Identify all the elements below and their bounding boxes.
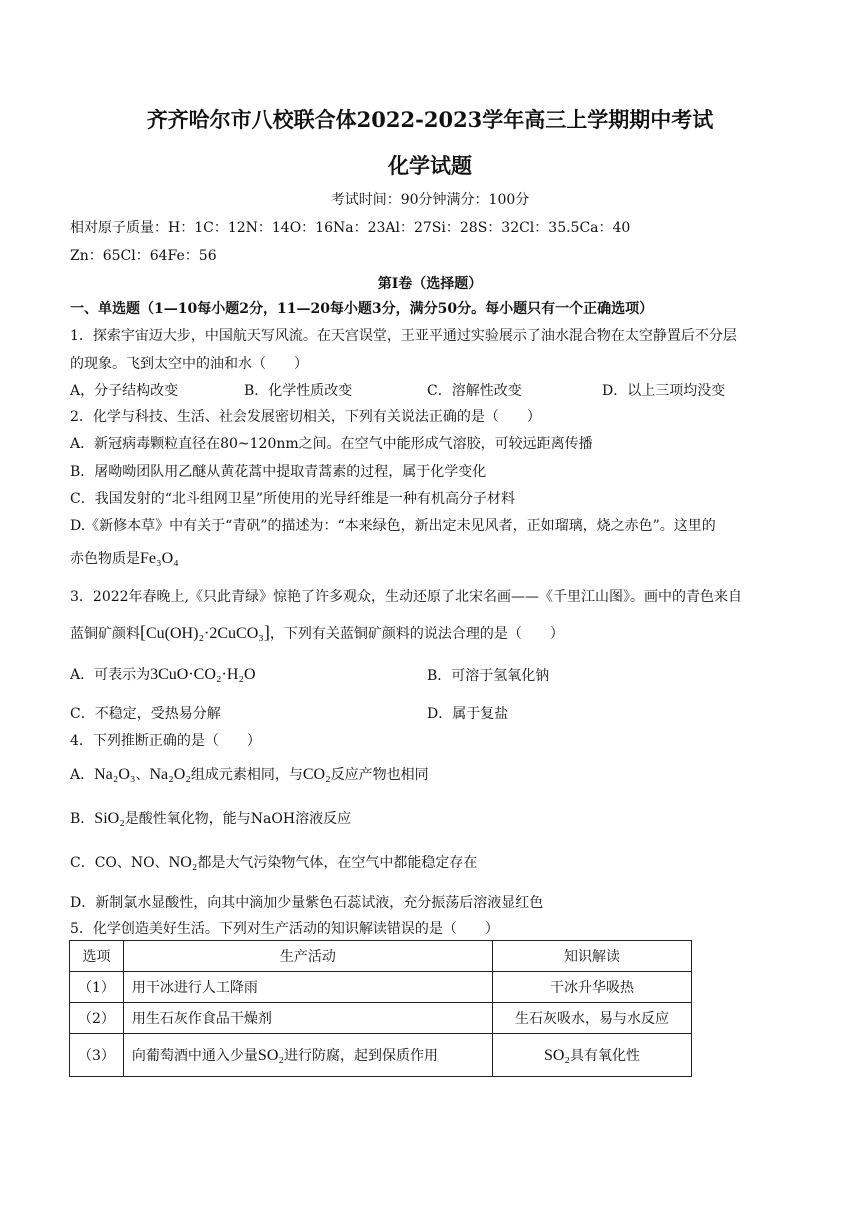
q2-option-c: C．我国发射的“北斗组网卫星”所使用的光导纤维是一种有机高分子材料 [70, 491, 516, 507]
q4-option-d: D．新制氯水显酸性，向其中滴加少量紫色石蕊试液，充分振荡后溶液显红色 [70, 895, 544, 911]
q3-stem-line-1: 3．2022年春晚上,《只此青绿》惊艳了许多观众，生动还原了北宋名画——《千里江山图》。画中的青色来自 [70, 589, 742, 605]
na2o2-formula: Na₂O₂ [149, 766, 191, 783]
atomic-masses-line-2: Zn：65Cl：64Fe：56 [70, 248, 217, 264]
q5-stem: 5．化学创造美好生活。下列对生产活动的知识解读错误的是（ ） [70, 921, 499, 937]
table-row [70, 1003, 692, 1034]
q5-table [69, 940, 692, 1077]
q3-option-b: B．可溶于氢氧化钠 [427, 668, 550, 684]
volume-heading: 第Ⅰ卷（选择题） [377, 276, 483, 292]
q3-stem-line-2 [70, 622, 564, 643]
exam-title: 齐齐哈尔市八校联合体2022-2023学年高三上学期期中考试 [146, 107, 714, 132]
q1-stem-line-1: 1．探索宇宙迈大步，中国航天写风流。在天宫误堂，王亚平通过实验展示了油水混合物在太空静置后不分层 [70, 328, 737, 344]
azurite-formula: Cu(OH)₂·2CuCO₃ [146, 625, 264, 642]
row3-activity-text-b: 进行防腐，起到保质作用 [283, 1048, 438, 1064]
row-interpretation: 干冰升华吸热 [492, 972, 691, 1003]
table-header-row [70, 941, 692, 972]
q4-option-b-text: 是酸性氧化物，能与NaOH溶液反应 [124, 811, 352, 827]
row-activity: 用生石灰作食品干燥剂 [123, 1003, 492, 1034]
q3-option-a-text: A．可表示为 [70, 667, 151, 683]
row-option: （3） [70, 1034, 124, 1077]
header-activity: 生产活动 [123, 941, 492, 972]
row3-activity-text-a: 向葡萄酒中通入少量 [131, 1048, 258, 1064]
q4-option-c-text-2: 都是大气污染物气体，在空气中都能稳定存在 [197, 855, 478, 871]
q4-stem: 4．下列推断正确的是（ ） [70, 733, 261, 749]
so2-formula: SO₂ [543, 1047, 570, 1064]
q2-stem: 2．化学与科技、生活、社会发展密切相关，下列有关说法正确的是（ ） [70, 409, 541, 425]
q1-option-a: A，分子结构改变 [70, 383, 179, 399]
q2-option-d-line-1: D.《新修本草》中有关于“青矾”的描述为：“本来绿色，新出定未见风者，正如瑠璃，烧之赤色”。这里的 [70, 518, 716, 534]
q4-option-b [70, 808, 351, 828]
subject-title: 化学试题 [388, 153, 472, 178]
q2-option-d-line-2 [70, 548, 179, 568]
row-interpretation: 生石灰吸水，易与水反应 [492, 1003, 691, 1034]
q1-option-d: D．以上三项均没变 [602, 383, 726, 399]
bracket-left: [ [140, 622, 146, 642]
q4-option-a-text-2: 反应产物也相同 [330, 767, 429, 783]
so2-formula: SO₂ [257, 1047, 284, 1064]
q4-option-a-label: A． [70, 767, 95, 783]
q2-option-b: B．屠呦呦团队用乙醚从黄花蒿中提取青蒿素的过程，属于化学变化 [70, 464, 487, 480]
row-interpretation [492, 1034, 691, 1077]
row-option: （1） [70, 972, 124, 1003]
row-activity [123, 1034, 492, 1077]
q3-option-d: D．属于复盐 [427, 706, 509, 722]
q3-stem-text-b: ，下列有关蓝铜矿颜料的说法合理的是（ ） [269, 626, 564, 642]
q4-option-b-label: B． [70, 811, 95, 827]
header-interpretation: 知识解读 [492, 941, 691, 972]
atomic-masses-line-1: 相对原子质量：H：1C：12N：14O：16Na：23Al：27Si：28S：32Cl：35.5Ca：40 [70, 220, 631, 236]
q2-option-d-text: 赤色物质是 [70, 551, 140, 567]
q4-option-c-text-1: C．CO、NO、 [70, 855, 169, 871]
q3-option-a [70, 664, 256, 684]
table-row [70, 972, 692, 1003]
q4-option-a-sep: 、 [135, 767, 150, 783]
q1-stem-line-2: 的现象。飞到太空中的油和水（ ） [70, 356, 308, 372]
row-activity: 用干冰进行人工降雨 [123, 972, 492, 1003]
q4-option-a-text-1: 组成元素相同，与 [190, 767, 303, 783]
header-option: 选项 [70, 941, 124, 972]
q3-option-c: C．不稳定，受热易分解 [70, 706, 221, 722]
q1-option-b: B．化学性质改变 [244, 383, 353, 399]
bracket-right: ] [263, 622, 270, 642]
q4-option-c [70, 852, 477, 872]
no2-formula: NO₂ [168, 854, 198, 871]
row-option: （2） [70, 1003, 124, 1034]
section-heading: 一、单选题（1—10每小题2分，11—20每小题3分，满分50分。每小题只有一个正确选项） [70, 301, 654, 317]
q3-stem-text-a: 蓝铜矿颜料 [70, 626, 140, 642]
table-row [70, 1034, 692, 1077]
fe3o4-formula: Fe₃O₄ [140, 550, 179, 567]
q4-option-a [70, 764, 429, 784]
exam-info: 考试时间：90分钟满分：100分 [330, 192, 530, 208]
na2o3-formula: Na₂O₃ [94, 766, 136, 783]
sio2-formula: SiO₂ [94, 810, 125, 827]
q1-option-c: C．溶解性改变 [427, 383, 522, 399]
co2-formula: CO₂ [302, 766, 331, 783]
q3-option-a-formula: 3CuO·CO₂·H₂O [150, 666, 256, 683]
q2-option-a: A．新冠病毒颗粒直径在80~120nm之间。在空气中能形成气溶胶，可较远距离传播 [70, 436, 593, 452]
row3-note-text: 具有氧化性 [569, 1048, 640, 1064]
